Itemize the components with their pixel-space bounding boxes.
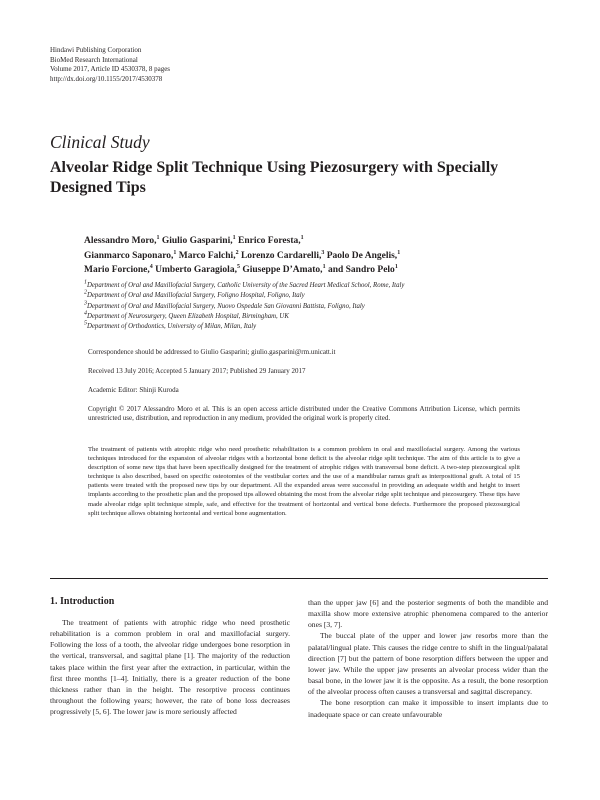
affiliation: $^3$Department of Oral and Maxillofacial Surgery, Nuovo Ospedale San Giovanni Battista, Foligno, Italy bbox=[84, 300, 365, 310]
article-title: Alveolar Ridge Split Technique Using Piezosurgery with Specially Designed Tips bbox=[50, 159, 499, 196]
author: Giulio Gasparini,$^1$ bbox=[161, 234, 236, 246]
affiliation-list bbox=[84, 281, 524, 332]
author: and Sandro Pelo$^1$ bbox=[327, 263, 398, 275]
paragraph: than the upper jaw [6] and the posterior segments of both the mandible and maxilla show more extensive atrophic phenomena compared to the anterior ones [3, 7]. bbox=[308, 598, 548, 630]
author: Lorenzo Cardarelli,$^3$ bbox=[240, 249, 325, 261]
body-column-left bbox=[50, 617, 290, 717]
publication-dates: Received 13 July 2016; Accepted 5 January 2017; Published 29 January 2017 bbox=[88, 367, 306, 375]
doi-link[interactable]: http://dx.doi.org/10.1155/2017/4530378 bbox=[50, 74, 163, 83]
copyright-notice: Copyright © 2017 Alessandro Moro et al. This is an open access article distributed under the Creative Commons Attribution License, which permits unrestricted use, distribution, and reproduction in any medium, provided the original work is properly cited. bbox=[88, 405, 520, 423]
paragraph: The treatment of patients with atrophic ridge who need prosthetic rehabilitation is a common problem in oral and maxillofacial surgery. Following the loss of a tooth, the alveolar ridge undergoes bone resorption in the vertical, transversal, and sagittal plane [1]. The majority of the reduction takes place within the first year after the extraction, in particular, within the first three months [1–4]. Initially, there is a greater reduction of the bone thickness rather than in the height. The resorptive process continues throughout the following years; however, the rate of bone loss decreases progressively [5, 6]. The lower jaw is more seriously affected bbox=[50, 618, 290, 717]
journal-name: BioMed Research International bbox=[50, 55, 138, 64]
author: Marco Falchi,$^2$ bbox=[178, 249, 239, 261]
affiliation: $^5$Department of Orthodontics, University of Milan, Milan, Italy bbox=[84, 320, 257, 331]
paragraph: The bone resorption can make it impossible to insert implants due to inadequate space or can create unfavourable bbox=[308, 698, 548, 719]
author: Alessandro Moro,$^1$ bbox=[84, 234, 160, 246]
affiliation: $^2$Department of Oral and Maxillofacial Surgery, Foligno Hospital, Foligno, Italy bbox=[84, 290, 305, 300]
author: Mario Forcione,$^4$ bbox=[84, 263, 153, 275]
author: Paolo De Angelis,$^1$ bbox=[326, 249, 401, 261]
paragraph: The buccal plate of the upper and lower jaw resorbs more than the palatal/lingual plate. This causes the ridge centre to shift in the lingual/palatal direction [7] but the pattern of bone resorption differs between the upper and lower jaw. While the upper jaw presents an alveolar process wider than the basal bone, in the lower jaw it is the opposite. As a result, the bone resorption of the alveolar process often causes a transversal and sagittal discrepancy. bbox=[308, 631, 548, 697]
author: Umberto Garagiola,$^5$ bbox=[155, 263, 240, 275]
author: Gianmarco Saponaro,$^1$ bbox=[84, 249, 177, 261]
author-list bbox=[84, 234, 524, 278]
publisher: Hindawi Publishing Corporation bbox=[50, 46, 142, 54]
abstract: The treatment of patients with atrophic ridge who need prosthetic rehabilitation is a common problem in oral and maxillofacial surgery. Among the various techniques introduced for the expansion of alveolar ridges with a horizontal bone deficit is the alveolar ridge split technique. The aim of this article is to give a description of some new tips that have been specifically designed for the treatment of atrophic ridges with transversal bone deficit. A two-step piezosurgical split technique is also described, based on specific osteotomies of the vestibular cortex and the use of a mandibular ramus graft as interpositional graft. A total of 15 patients were treated with the proposed new tips by our department. All the expanded areas were successful in providing an adequate width and height to insert implants according to the prosthetic plan and the proposed tips allowed obtaining the most from the alveolar ridge split technique and piezosurgery. These tips have made alveolar ridge split technique simple, safe, and effective for the treatment of horizontal and vertical bone defects. Furthermore the proposed piezosurgical split technique allows obtaining horizontal and vertical bone augmentation. bbox=[88, 446, 520, 517]
volume-info: Volume 2017, Article ID 4530378, 8 pages bbox=[50, 65, 171, 73]
affiliation: $^1$Department of Oral and Maxillofacial Surgery, Catholic University of the Sacred Heart Medical School, Rome, Italy bbox=[84, 279, 405, 289]
academic-editor: Academic Editor: Shinji Kuroda bbox=[88, 386, 179, 394]
section-heading: 1. Introduction bbox=[50, 596, 115, 607]
author: Giuseppe D’Amato,$^1$ bbox=[242, 263, 326, 275]
author: Enrico Foresta,$^1$ bbox=[237, 234, 304, 246]
affiliation: $^4$Department of Neurosurgery, Queen Elizabeth Hospital, Birmingham, UK bbox=[84, 310, 289, 320]
section-divider bbox=[50, 578, 548, 579]
body-column-right bbox=[308, 597, 548, 720]
article-type: Clinical Study bbox=[50, 132, 150, 152]
correspondence: Correspondence should be addressed to Giulio Gasparini; giulio.gasparini@rm.unicatt.it bbox=[88, 348, 336, 356]
journal-header bbox=[50, 46, 170, 84]
